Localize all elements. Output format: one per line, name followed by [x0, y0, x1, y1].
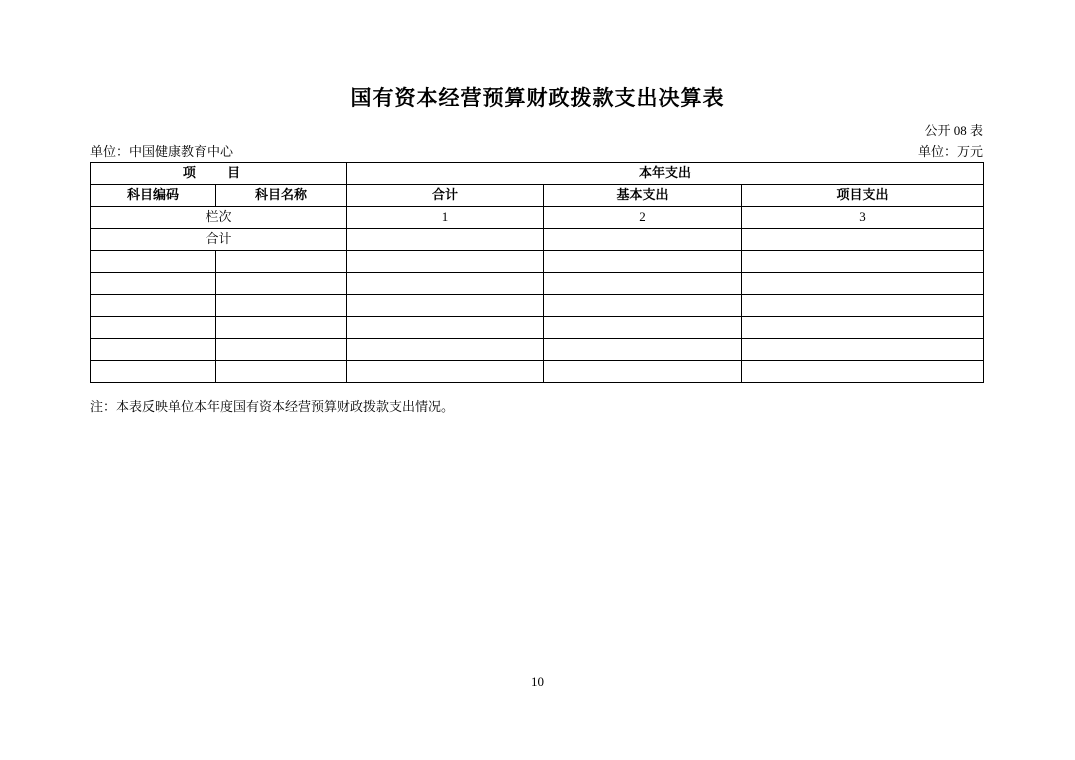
column-header-basic: 基本支出 — [544, 185, 742, 207]
cell-name — [216, 273, 347, 295]
table-row — [91, 317, 984, 339]
cell-total — [347, 317, 544, 339]
table-row — [91, 339, 984, 361]
table-note: 注：本表反映单位本年度国有资本经营预算财政拨款支出情况。 — [90, 399, 455, 414]
unit-measure-label: 单位：万元 — [917, 144, 983, 159]
budget-expenditure-table — [90, 162, 984, 383]
cell-basic — [544, 295, 742, 317]
cell-project — [742, 273, 984, 295]
page-number: 10 — [531, 674, 544, 689]
total-row-total — [347, 229, 544, 251]
page-title: 国有资本经营预算财政拨款支出决算表 — [350, 86, 725, 110]
cell-basic — [544, 361, 742, 383]
column-index-label: 栏次 — [91, 207, 347, 229]
cell-total — [347, 361, 544, 383]
form-number: 公开 08 表 — [924, 123, 983, 138]
cell-total — [347, 251, 544, 273]
cell-project — [742, 251, 984, 273]
cell-name — [216, 295, 347, 317]
cell-code — [91, 361, 216, 383]
total-row-project — [742, 229, 984, 251]
column-index-1: 1 — [347, 207, 544, 229]
column-index-2: 2 — [544, 207, 742, 229]
total-row-label: 合计 — [91, 229, 347, 251]
cell-name — [216, 361, 347, 383]
cell-code — [91, 251, 216, 273]
column-header-name: 科目名称 — [216, 185, 347, 207]
column-header-code: 科目编码 — [91, 185, 216, 207]
table-group-header-row — [91, 163, 984, 185]
cell-basic — [544, 339, 742, 361]
cell-project — [742, 361, 984, 383]
table-row — [91, 251, 984, 273]
column-index-3: 3 — [742, 207, 984, 229]
group-header-item: 项 目 — [91, 163, 347, 185]
cell-code — [91, 295, 216, 317]
cell-name — [216, 251, 347, 273]
cell-basic — [544, 273, 742, 295]
table-column-index-row — [91, 207, 984, 229]
column-header-total: 合计 — [347, 185, 544, 207]
cell-name — [216, 339, 347, 361]
cell-code — [91, 339, 216, 361]
total-row-basic — [544, 229, 742, 251]
cell-code — [91, 317, 216, 339]
cell-project — [742, 295, 984, 317]
cell-total — [347, 295, 544, 317]
cell-total — [347, 273, 544, 295]
group-header-current-year: 本年支出 — [347, 163, 984, 185]
table-column-header-row — [91, 185, 984, 207]
cell-basic — [544, 251, 742, 273]
cell-code — [91, 273, 216, 295]
cell-project — [742, 317, 984, 339]
table-total-row — [91, 229, 984, 251]
cell-project — [742, 339, 984, 361]
cell-basic — [544, 317, 742, 339]
cell-total — [347, 339, 544, 361]
table-row — [91, 295, 984, 317]
unit-name-label: 单位：中国健康教育中心 — [90, 144, 234, 159]
cell-name — [216, 317, 347, 339]
table-row — [91, 361, 984, 383]
table-row — [91, 273, 984, 295]
column-header-project: 项目支出 — [742, 185, 984, 207]
